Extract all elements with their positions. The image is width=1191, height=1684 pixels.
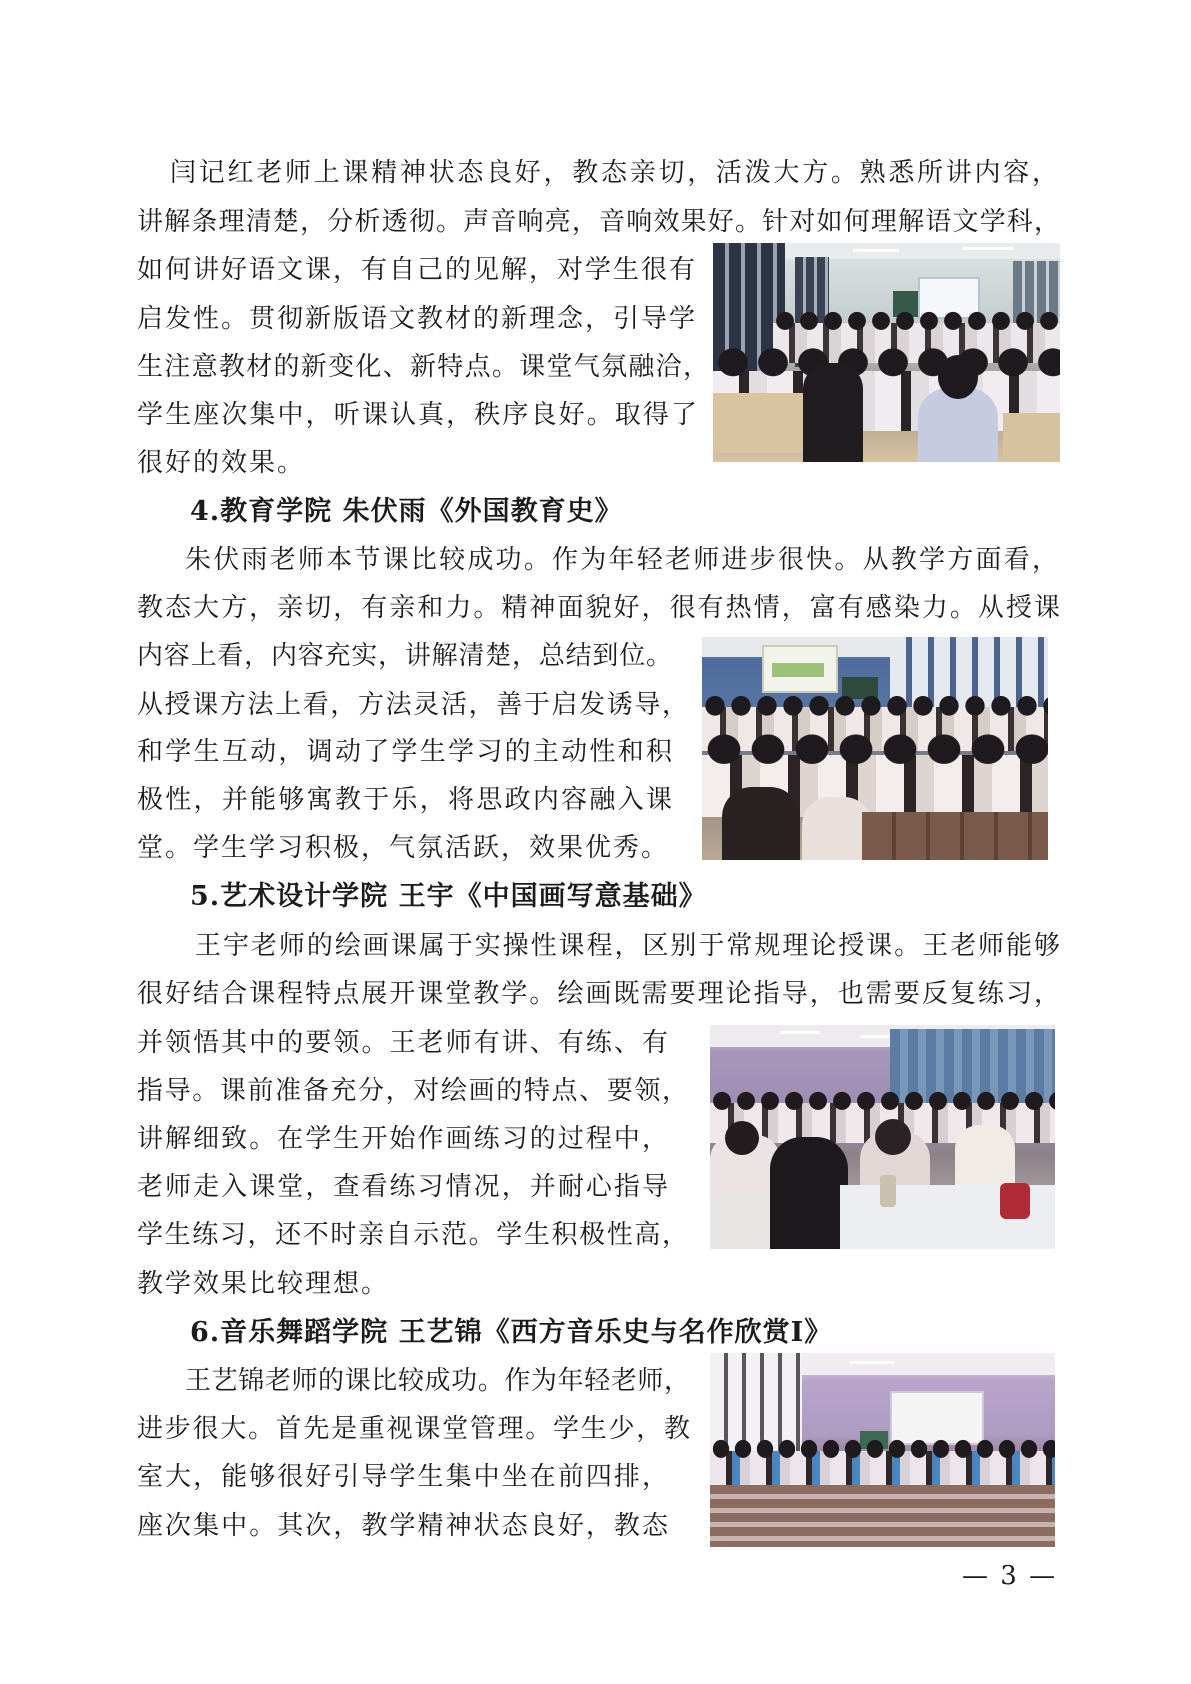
paragraph-line: 老师走入课堂，查看练习情况，并耐心指导	[137, 1172, 668, 1202]
student-heads	[773, 311, 1060, 333]
student	[803, 363, 863, 462]
paragraph-line: 朱伏雨老师本节课比较成功。作为年轻老师进步很快。从教学方面看，	[185, 545, 1058, 575]
paragraph-line: 堂。学生学习积极，气氛活跃，效果优秀。	[137, 833, 670, 863]
paragraph-line: 讲解细致。在学生开始作画练习的过程中，	[137, 1124, 668, 1154]
student-heads	[702, 733, 1048, 769]
classroom-photo	[710, 1353, 1055, 1547]
projection-screen	[890, 1391, 984, 1445]
student-head	[725, 1121, 759, 1155]
paragraph-line: 王宇老师的绘画课属于实操性课程，区别于常规理论授课。王老师能够	[195, 931, 1060, 961]
paragraph-line: 教学效果比较理想。	[137, 1269, 390, 1299]
section-heading: 4.教育学院 朱伏雨《外国教育史》	[190, 496, 623, 527]
student-head	[938, 355, 978, 399]
student-heads	[702, 695, 1048, 719]
desk-rows	[710, 1485, 1055, 1547]
paragraph-line: 极性，并能够寓教于乐，将思政内容融入课	[137, 785, 672, 815]
backpack	[1000, 1183, 1030, 1219]
slide-content	[772, 663, 824, 677]
student-head	[875, 1119, 911, 1155]
ceiling-light	[853, 249, 899, 252]
paragraph-line: 很好结合课程特点展开课堂教学。绘画既需要理论指导，也需要反复练习，	[137, 979, 1060, 1009]
table	[710, 1195, 770, 1249]
chair-row	[862, 812, 1048, 860]
classroom-photo	[710, 1025, 1055, 1249]
water-cup	[880, 1175, 896, 1207]
paragraph-line: 学生练习，还不时亲自示范。学生积极性高，	[137, 1220, 688, 1250]
section-heading: 5.艺术设计学院 王宇《中国画写意基础》	[190, 881, 707, 912]
student-heads	[710, 1439, 1055, 1461]
student	[722, 787, 800, 860]
paragraph-line: 王艺锦老师的课比较成功。作为年轻老师，	[185, 1366, 690, 1396]
paragraph-line: 讲解条理清楚，分析透彻。声音响亮，音响效果好。针对如何理解语文学科，	[137, 207, 1060, 237]
ceiling-light	[963, 247, 1013, 250]
paragraph-line: 学生座次集中，听课认真，秩序良好。取得了	[137, 400, 697, 430]
student-heads	[710, 1091, 1055, 1113]
ceiling-light	[780, 1031, 820, 1034]
paragraph-line: 座次集中。其次，教学精神状态良好，教态	[137, 1511, 668, 1541]
paragraph-line: 和学生互动，调动了学生学习的主动性和积	[137, 737, 672, 767]
paragraph-line: 很好的效果。	[137, 448, 306, 478]
student	[770, 1137, 848, 1249]
desk	[713, 393, 808, 453]
classroom-photo	[713, 243, 1060, 462]
paragraph-line: 启发性。贯彻新版语文教材的新理念，引导学	[137, 304, 695, 334]
paragraph-line: 从授课方法上看，方法灵活，善于启发诱导，	[137, 690, 688, 720]
classroom-photo	[702, 637, 1048, 860]
paragraph-line: 并领悟其中的要领。王老师有讲、有练、有	[137, 1028, 668, 1058]
paragraph-line: 内容上看，内容充实，讲解清楚，总结到位。	[137, 641, 672, 671]
desk	[1003, 413, 1060, 462]
section-heading: 6.音乐舞蹈学院 王艺锦《西方音乐史与名作欣赏Ⅰ》	[190, 1317, 833, 1348]
page-number: — 3 —	[962, 1561, 1058, 1591]
student-heads	[713, 347, 1060, 381]
paragraph-line: 生注意教材的新变化、新特点。课堂气氛融洽，	[137, 352, 709, 382]
paragraph-line: 教态大方，亲切，有亲和力。精神面貌好，很有热情，富有感染力。从授课	[137, 593, 1060, 623]
paragraph-line: 进步很大。首先是重视课堂管理。学生少，教	[137, 1414, 690, 1444]
paragraph-line: 如何讲好语文课，有自己的见解，对学生很有	[137, 255, 695, 285]
paragraph-line: 室大，能够很好引导学生集中坐在前四排，	[137, 1462, 668, 1492]
paragraph-line: 指导。课前准备充分，对绘画的特点、要领，	[137, 1076, 688, 1106]
ceiling-light	[850, 1361, 894, 1364]
paragraph-line: 闫记红老师上课精神状态良好，教态亲切，活泼大方。熟悉所讲内容，	[170, 158, 1058, 188]
student	[918, 388, 998, 462]
